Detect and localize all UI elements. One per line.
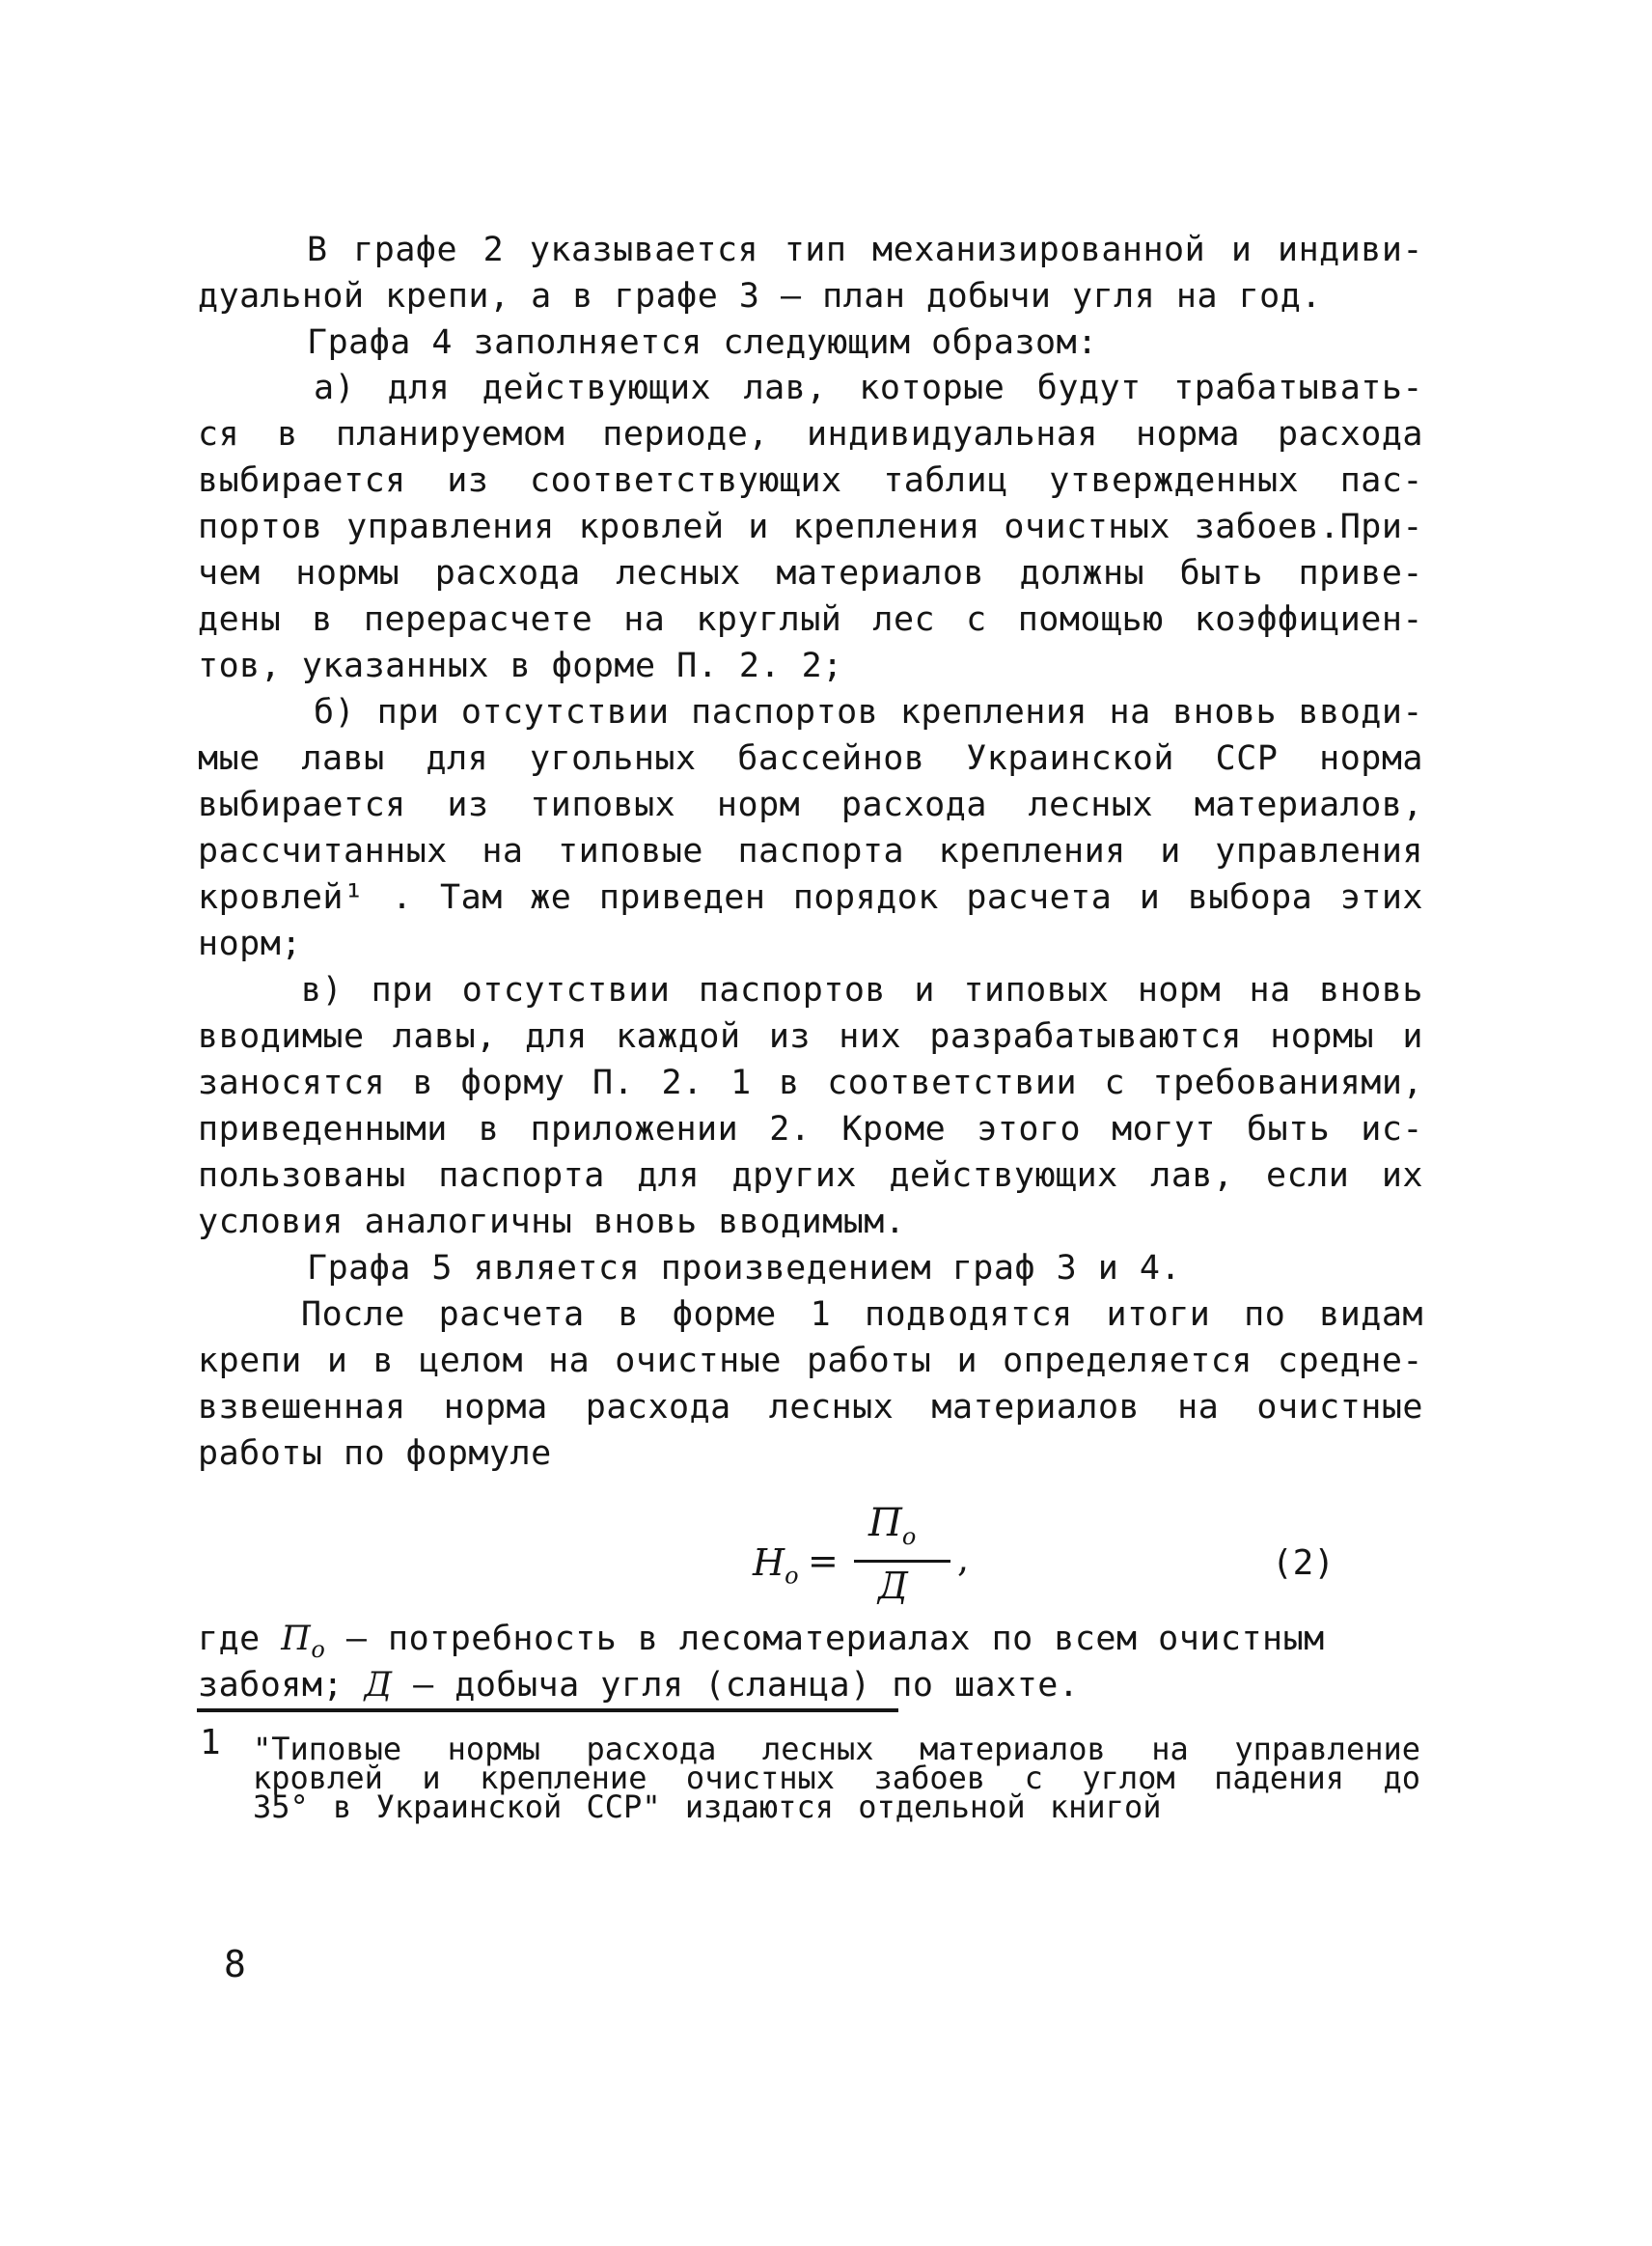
text-line: работы по формуле [198,1434,552,1473]
page-number: 8 [224,1943,246,1985]
symbol-p: $П_о$ [281,1620,326,1663]
text-line: ся в планируемом периоде, индивидуальная норма расхода [198,415,1423,454]
where-line-1: где $П_о$ – потребность в лесоматериалах по всем очистным [198,1620,1325,1663]
text-line: Графа 5 является произведением граф 3 и 4. [307,1249,1182,1288]
footnote-mark: 1 [200,1723,221,1762]
text-line: рассчитанных на типовые паспорта крепления и управления [198,832,1423,871]
symbol-d: Д [364,1666,393,1705]
text-line: Графа 4 заполняется следующим образом: [307,323,1098,362]
text-line: чем нормы расхода лесных материалов должны быть приве- [198,554,1423,593]
formula-denominator: Д [878,1565,908,1607]
text-line: пользованы паспорта для других действующих лав, если их [198,1156,1423,1195]
text-line: условия аналогичны вновь вводимым. [198,1203,906,1241]
text-line: в) при отсутствии паспортов и типовых норм на вновь [301,971,1423,1010]
text-line: б) при отсутствии паспортов крепления на вновь вводи- [314,693,1423,732]
text-line: а) для действующих лав, которые будут трабатывать- [314,369,1423,407]
text-line: тов, указанных в форме П. 2. 2; [198,647,843,685]
text-line: норм; [198,925,302,963]
formula-lhs: $Н_о$ [753,1541,799,1590]
fraction-bar [854,1560,950,1563]
equation-number: (2) [1272,1543,1335,1583]
text-line: После расчета в форме 1 подводятся итоги по видам [301,1295,1423,1334]
text-line: заносятся в форму П. 2. 1 в соответствии с требованиями, [198,1064,1423,1102]
text-line: выбирается из типовых норм расхода лесных материалов, [198,786,1423,824]
footnote-line: "Типовые нормы расхода лесных материалов на управление [253,1731,1420,1767]
footnote-line: 35° в Украинской ССР" издаются отдельной книгой [253,1788,1162,1825]
text-line: дены в перерасчете на круглый лес с помощью коэффициен- [198,600,1423,639]
formula-numerator: $П_о$ [868,1501,917,1550]
text-line: кровлей¹ . Там же приведен порядок расчета и выбора этих [198,878,1423,917]
text-line: взвешенная норма расхода лесных материалов на очистные [198,1388,1423,1427]
formula-comma: , [957,1538,970,1580]
text-line: вводимые лавы, для каждой из них разрабатываются нормы и [198,1017,1423,1056]
formula [753,1501,1004,1617]
text-line: В графе 2 указывается тип механизированной и индиви- [307,231,1423,269]
text-line: мые лавы для угольных бассейнов Украинской ССР норма [198,739,1423,778]
footnote-rule [197,1708,898,1712]
where-line-2: забоям; Д – добыча угля (сланца) по шахте. [198,1666,1080,1705]
formula-equals: = [808,1539,839,1582]
text-line: портов управления кровлей и крепления очистных забоев.При- [198,508,1423,546]
text-line: крепи и в целом на очистные работы и определяется средне- [198,1342,1423,1380]
text-line: приведенными в приложении 2. Кроме этого могут быть ис- [198,1110,1423,1149]
text-line: дуальной крепи, а в графе 3 – план добычи угля на год. [198,277,1322,316]
footnote-line: кровлей и крепление очистных забоев с углом падения до [253,1760,1420,1796]
text-line: выбирается из соответствующих таблиц утвержденных пас- [198,461,1423,500]
